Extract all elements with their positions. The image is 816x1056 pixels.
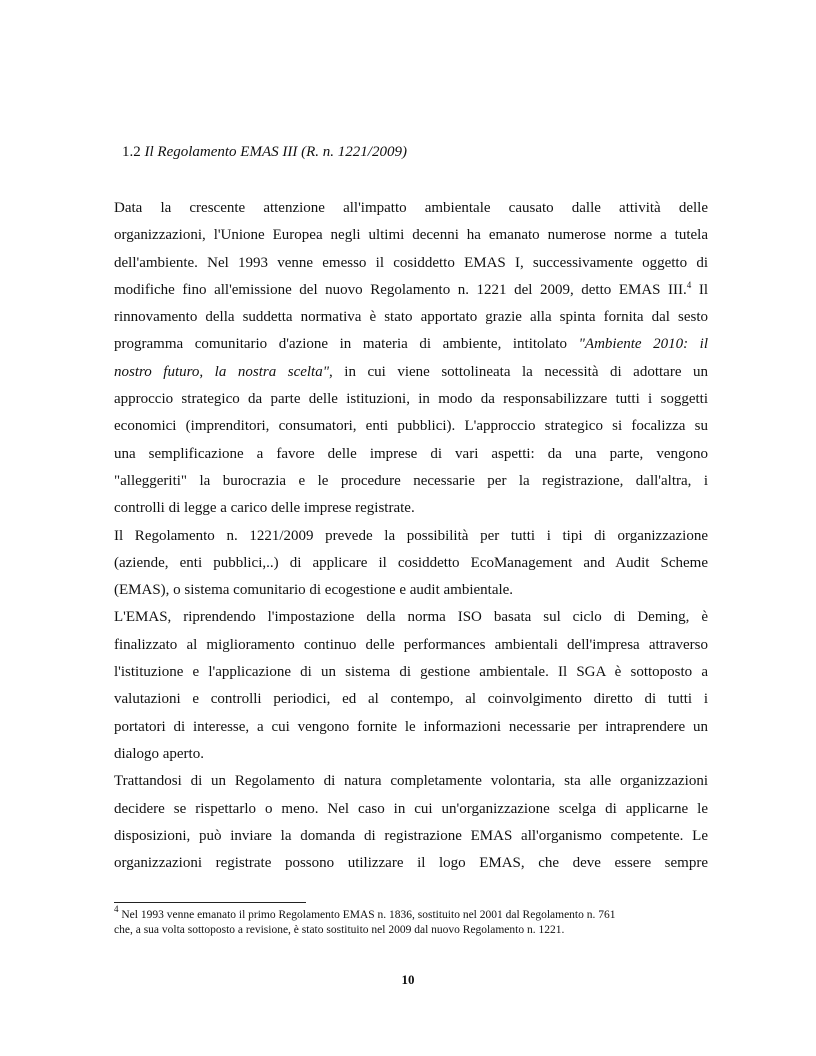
text-line: programma comunitario d'azione in materia di ambiente, intitolato "Ambiente 2010: il bbox=[114, 336, 708, 353]
page-number: 10 bbox=[401, 972, 415, 987]
text-line: Il Regolamento n. 1221/2009 prevede la possibilità per tutti i tipi di organizzazione bbox=[114, 527, 708, 544]
footnote bbox=[114, 904, 708, 938]
text-line: finalizzato al miglioramento continuo delle performances ambientali dell'impresa attraverso bbox=[114, 636, 708, 653]
paragraph-3 bbox=[114, 604, 708, 768]
text-line: (EMAS), o sistema comunitario di ecogestione e audit ambientale. bbox=[114, 582, 514, 599]
section-heading bbox=[122, 142, 407, 162]
text-line: L'EMAS, riprendendo l'impostazione della norma ISO basata sul ciclo di Deming, è bbox=[114, 609, 708, 626]
text-line: dialogo aperto. bbox=[114, 745, 204, 762]
text-line: economici (imprenditori, consumatori, enti pubblici). L'approccio strategico si focalizza su bbox=[114, 418, 708, 435]
text-line: modifiche fino all'emissione del nuovo Regolamento n. 1221 del 2009, detto EMAS III.$^4$ Il bbox=[114, 279, 709, 298]
text-line: una semplificazione a favore delle imprese di vari aspetti: da una parte, vengono bbox=[114, 445, 708, 462]
footnote-line: che, a sua volta sottoposto a revisione, è stato sostituito nel 2009 dal nuovo Regolamento n. 1221. bbox=[114, 924, 565, 936]
quoted-title: nostro futuro, la nostra scelta" bbox=[114, 363, 330, 380]
section-number: 1.2 bbox=[122, 144, 141, 160]
text-line: (aziende, enti pubblici,..) di applicare il cosiddetto EcoManagement and Audit Scheme bbox=[114, 554, 708, 571]
text-line: nostro futuro, la nostra scelta", in cui viene sottolineata la necessità di adottare un bbox=[114, 363, 709, 380]
text-line: approccio strategico da parte delle istituzioni, in modo da responsabilizzare tutti i soggetti bbox=[114, 391, 708, 408]
text-line: dell'ambiente. Nel 1993 venne emesso il cosiddetto EMAS I, successivamente oggetto di bbox=[114, 254, 708, 271]
paragraph-4 bbox=[114, 768, 708, 877]
section-title: Il Regolamento EMAS III (R. n. 1221/2009) bbox=[144, 144, 407, 160]
footnote-reference: 4 bbox=[686, 279, 692, 290]
footnote-separator bbox=[114, 902, 306, 903]
text-line: portatori di interesse, a cui vengono fornite le informazioni necessarie per intraprendere un bbox=[114, 718, 708, 735]
text-line: l'istituzione e l'applicazione di un sistema di gestione ambientale. Il SGA è sottoposto a bbox=[114, 664, 708, 681]
text-line: Data la crescente attenzione all'impatto ambientale causato dalle attività delle bbox=[114, 200, 708, 216]
text-line: disposizioni, può inviare la domanda di registrazione EMAS all'organismo competente. Le bbox=[114, 827, 708, 844]
text-line: Trattandosi di un Regolamento di natura completamente volontaria, sta alle organizzazioni bbox=[114, 773, 708, 790]
paragraph-2 bbox=[114, 523, 708, 605]
text-line: organizzazioni registrate possono utilizzare il logo EMAS, che deve essere sempre bbox=[114, 855, 708, 872]
quoted-title: "Ambiente 2010: il bbox=[578, 336, 708, 353]
footnote-number: 4 bbox=[114, 904, 119, 914]
text-line: decidere se rispettarlo o meno. Nel caso in cui un'organizzazione scelga di applicarne le bbox=[114, 800, 708, 817]
footnote-line: $^4$ Nel 1993 venne emanato il primo Regolamento EMAS n. 1836, sostituito nel 2001 dal Regolamento n. 761 bbox=[114, 904, 616, 921]
text-line: "alleggeriti" la burocrazia e le procedure necessarie per la registrazione, dall'altra, i bbox=[114, 472, 708, 489]
text-line: organizzazioni, l'Unione Europea negli ultimi decenni ha emanato numerose norme a tutela bbox=[114, 227, 708, 244]
text-line: rinnovamento della suddetta normativa è stato apportato grazie alla spinta fornita dal sesto bbox=[114, 309, 708, 326]
text-line: valutazioni e controlli periodici, ed al contempo, al coinvolgimento diretto di tutti i bbox=[114, 691, 708, 708]
text-line: controlli di legge a carico delle imprese registrate. bbox=[114, 500, 415, 517]
body-text bbox=[114, 195, 708, 877]
paragraph-1 bbox=[114, 195, 708, 523]
